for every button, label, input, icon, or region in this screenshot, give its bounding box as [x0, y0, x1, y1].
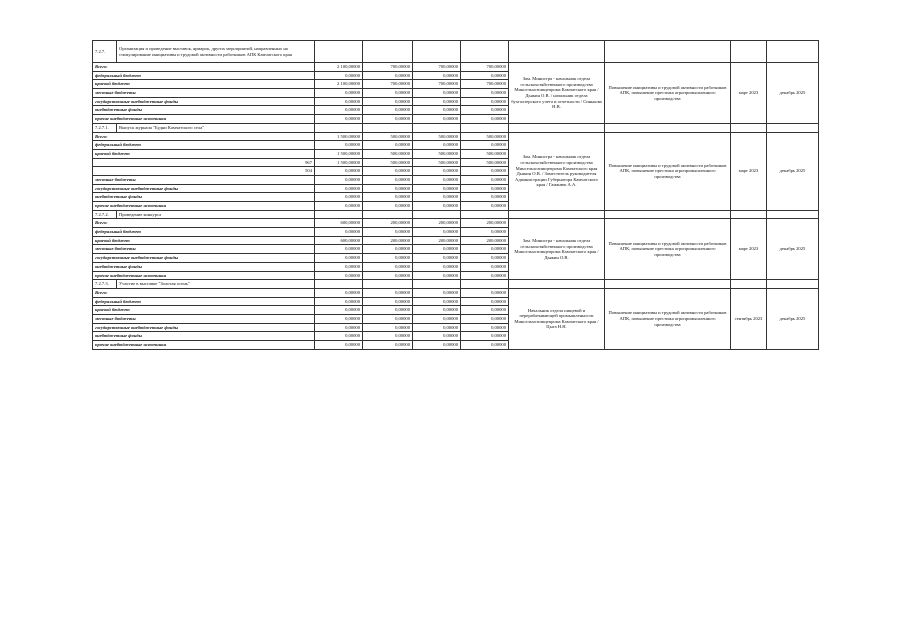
- amount-cell: 0,00000: [461, 341, 509, 350]
- amount-cell: 200,00000: [413, 236, 461, 245]
- funding-source-label: внебюджетные фонды: [93, 262, 315, 271]
- amount-cell: 0,00000: [461, 323, 509, 332]
- responsible-executor: Зам. Министра - начальник отдела сельскохозяйственного производства Минсельхозпищепрома Камчатского края / Дьякин О.В. / начальник отдела бухгалтерского учета и отчетности / Синькова Н.В.: [509, 63, 605, 124]
- funding-source-label: местные бюджеты: [93, 245, 315, 254]
- funding-source-label: Всего:: [93, 219, 315, 228]
- amount-cell: 700,00000: [461, 63, 509, 72]
- amount-cell: 0,00000: [315, 106, 363, 115]
- spacer-cell: [605, 210, 731, 219]
- amount-cell: 600,00000: [315, 236, 363, 245]
- amount-cell: 0,00000: [363, 193, 413, 202]
- amount-cell: 200,00000: [363, 236, 413, 245]
- empty-value-cell: [461, 41, 509, 63]
- amount-cell: 0,00000: [413, 141, 461, 150]
- amount-cell: 0,00000: [413, 332, 461, 341]
- empty-value-cell: [363, 123, 413, 132]
- amount-cell: 0,00000: [413, 106, 461, 115]
- spacer-cell: [605, 123, 731, 132]
- amount-cell: 0,00000: [413, 202, 461, 211]
- amount-cell: 0,00000: [461, 306, 509, 315]
- empty-value-cell: [363, 210, 413, 219]
- spacer-cell: [509, 210, 605, 219]
- amount-cell: 0,00000: [413, 262, 461, 271]
- amount-cell: 0,00000: [315, 306, 363, 315]
- budget-table: [92, 40, 819, 350]
- amount-cell: 0,00000: [413, 175, 461, 184]
- spacer-cell: [731, 41, 767, 63]
- funding-source-label: местные бюджеты: [93, 314, 315, 323]
- spacer-cell: [731, 210, 767, 219]
- amount-cell: 0,00000: [413, 314, 461, 323]
- amount-cell: 0,00000: [413, 97, 461, 106]
- amount-cell: 0,00000: [363, 97, 413, 106]
- amount-cell: 500,00000: [461, 149, 509, 158]
- amount-cell: 0,00000: [413, 228, 461, 237]
- amount-cell: 0,00000: [461, 141, 509, 150]
- amount-cell: 0,00000: [363, 141, 413, 150]
- responsible-executor: Зам. Министра - начальник отдела сельскохозяйственного производства Минсельхозпищепрома Камчатского края / Дьякин О.В.: [509, 219, 605, 280]
- amount-cell: 0,00000: [461, 202, 509, 211]
- section-header-row: [93, 210, 819, 219]
- amount-cell: 0,00000: [461, 71, 509, 80]
- empty-value-cell: [413, 280, 461, 289]
- amount-cell: 0,00000: [461, 106, 509, 115]
- funding-source-label: внебюджетные фонды: [93, 332, 315, 341]
- funding-source-label: государственные внебюджетные фонды: [93, 97, 315, 106]
- funding-source-label: федеральный бюджет: [93, 71, 315, 80]
- amount-cell: 0,00000: [413, 184, 461, 193]
- section-header-row: [93, 41, 819, 63]
- start-date: март 2023: [731, 132, 767, 210]
- amount-cell: 0,00000: [363, 175, 413, 184]
- end-date: декабрь 2025: [767, 219, 819, 280]
- amount-cell: 0,00000: [363, 202, 413, 211]
- amount-cell: 0,00000: [363, 167, 413, 176]
- funding-source-label: федеральный бюджет: [93, 141, 315, 150]
- amount-cell: 0,00000: [315, 271, 363, 280]
- amount-cell: 0,00000: [461, 332, 509, 341]
- amount-cell: 0,00000: [413, 167, 461, 176]
- end-date: декабрь 2025: [767, 63, 819, 124]
- amount-cell: 1 500,00000: [315, 158, 363, 167]
- section-title: Участие в выставке "Золотая осень": [117, 280, 315, 289]
- amount-cell: 0,00000: [315, 202, 363, 211]
- funding-source-label: прочие внебюджетные источники: [93, 115, 315, 124]
- amount-cell: 700,00000: [413, 80, 461, 89]
- amount-cell: 0,00000: [413, 193, 461, 202]
- funding-source-label: Всего:: [93, 132, 315, 141]
- table-row: [93, 132, 819, 141]
- amount-cell: 700,00000: [363, 63, 413, 72]
- section-code: 7.2.7.: [93, 41, 117, 63]
- table-row: [93, 288, 819, 297]
- amount-cell: 0,00000: [315, 341, 363, 350]
- funding-source-label: прочие внебюджетные источники: [93, 202, 315, 211]
- start-date: март 2023: [731, 219, 767, 280]
- amount-cell: 0,00000: [413, 306, 461, 315]
- amount-cell: 2 100,00000: [315, 63, 363, 72]
- subcode-cell: 504: [93, 167, 315, 176]
- amount-cell: 0,00000: [315, 71, 363, 80]
- amount-cell: 1 500,00000: [315, 132, 363, 141]
- amount-cell: 0,00000: [315, 167, 363, 176]
- amount-cell: 0,00000: [315, 141, 363, 150]
- amount-cell: 0,00000: [363, 184, 413, 193]
- spacer-cell: [605, 280, 731, 289]
- funding-source-label: государственные внебюджетные фонды: [93, 254, 315, 263]
- amount-cell: 0,00000: [461, 97, 509, 106]
- funding-source-label: федеральный бюджет: [93, 297, 315, 306]
- amount-cell: 0,00000: [315, 254, 363, 263]
- funding-source-label: прочие внебюджетные источники: [93, 341, 315, 350]
- amount-cell: 500,00000: [413, 158, 461, 167]
- amount-cell: 0,00000: [315, 97, 363, 106]
- amount-cell: 0,00000: [315, 245, 363, 254]
- amount-cell: 0,00000: [461, 89, 509, 98]
- empty-value-cell: [315, 41, 363, 63]
- section-header-row: [93, 280, 819, 289]
- amount-cell: 0,00000: [461, 184, 509, 193]
- table-row: [93, 63, 819, 72]
- amount-cell: 0,00000: [363, 71, 413, 80]
- funding-source-label: государственные внебюджетные фонды: [93, 323, 315, 332]
- amount-cell: 200,00000: [461, 219, 509, 228]
- funding-source-label: местные бюджеты: [93, 175, 315, 184]
- amount-cell: 0,00000: [363, 341, 413, 350]
- spacer-cell: [767, 123, 819, 132]
- amount-cell: 500,00000: [461, 132, 509, 141]
- amount-cell: 0,00000: [413, 245, 461, 254]
- amount-cell: 0,00000: [315, 184, 363, 193]
- amount-cell: 0,00000: [363, 89, 413, 98]
- amount-cell: 500,00000: [413, 149, 461, 158]
- amount-cell: 0,00000: [461, 262, 509, 271]
- spacer-cell: [767, 41, 819, 63]
- section-title: Выпуск журнала "Будни Камчатского села": [117, 123, 315, 132]
- amount-cell: 0,00000: [461, 228, 509, 237]
- section-code: 7.2.7.1.: [93, 123, 117, 132]
- section-code: 7.2.7.3.: [93, 280, 117, 289]
- funding-source-label: федеральный бюджет: [93, 228, 315, 237]
- section-header-row: [93, 123, 819, 132]
- spacer-cell: [605, 41, 731, 63]
- amount-cell: 0,00000: [461, 245, 509, 254]
- amount-cell: 0,00000: [413, 341, 461, 350]
- funding-source-label: краевой бюджет: [93, 149, 315, 158]
- table-row: [93, 219, 819, 228]
- spacer-cell: [767, 210, 819, 219]
- spacer-cell: [767, 280, 819, 289]
- spacer-cell: [731, 123, 767, 132]
- empty-value-cell: [413, 210, 461, 219]
- expected-result: Повышение инициативы и трудовой активности работников АПК, повышение престижа агропромышленного производства: [605, 288, 731, 349]
- amount-cell: 0,00000: [315, 193, 363, 202]
- section-title: Проведение конкурса: [117, 210, 315, 219]
- empty-value-cell: [315, 210, 363, 219]
- empty-value-cell: [315, 123, 363, 132]
- amount-cell: 0,00000: [363, 297, 413, 306]
- amount-cell: 0,00000: [413, 89, 461, 98]
- amount-cell: 0,00000: [461, 193, 509, 202]
- empty-value-cell: [461, 210, 509, 219]
- amount-cell: 2 100,00000: [315, 80, 363, 89]
- amount-cell: 0,00000: [315, 332, 363, 341]
- amount-cell: 0,00000: [413, 71, 461, 80]
- empty-value-cell: [413, 123, 461, 132]
- amount-cell: 0,00000: [413, 297, 461, 306]
- amount-cell: 0,00000: [413, 288, 461, 297]
- amount-cell: 0,00000: [461, 271, 509, 280]
- amount-cell: 0,00000: [315, 175, 363, 184]
- expected-result: Повышение инициативы и трудовой активности работников АПК, повышение престижа агропромышленного производства: [605, 219, 731, 280]
- amount-cell: 0,00000: [363, 323, 413, 332]
- amount-cell: 500,00000: [363, 132, 413, 141]
- funding-source-label: Всего:: [93, 288, 315, 297]
- amount-cell: 500,00000: [413, 132, 461, 141]
- responsible-executor: Зам. Министра - начальник отдела сельскохозяйственного производства Минсельхозпищепрома Камчатского края Дьякин О.В. / Заместитель руководителя Администрации Губернатора Камчатского края / Гаманюк А.А.: [509, 132, 605, 210]
- amount-cell: 0,00000: [363, 115, 413, 124]
- spacer-cell: [731, 280, 767, 289]
- amount-cell: 0,00000: [315, 314, 363, 323]
- amount-cell: 700,00000: [363, 80, 413, 89]
- amount-cell: 0,00000: [363, 254, 413, 263]
- amount-cell: 0,00000: [413, 254, 461, 263]
- start-date: сентябрь 2023: [731, 288, 767, 349]
- amount-cell: 0,00000: [363, 306, 413, 315]
- empty-value-cell: [363, 280, 413, 289]
- empty-value-cell: [461, 123, 509, 132]
- funding-source-label: краевой бюджет: [93, 306, 315, 315]
- end-date: декабрь 2025: [767, 288, 819, 349]
- amount-cell: 0,00000: [363, 228, 413, 237]
- amount-cell: 0,00000: [461, 167, 509, 176]
- amount-cell: 0,00000: [315, 288, 363, 297]
- budget-table-sheet: [92, 40, 818, 350]
- section-title: Организация и проведение выставок, ярмарок, других мероприятий, направленных на стимулирование инициативы и трудовой активности работников АПК Камчатского края: [117, 41, 315, 63]
- amount-cell: 0,00000: [461, 297, 509, 306]
- amount-cell: 0,00000: [315, 262, 363, 271]
- amount-cell: 0,00000: [363, 314, 413, 323]
- empty-value-cell: [461, 280, 509, 289]
- amount-cell: 0,00000: [315, 115, 363, 124]
- amount-cell: 500,00000: [363, 158, 413, 167]
- amount-cell: 0,00000: [363, 262, 413, 271]
- amount-cell: 700,00000: [413, 63, 461, 72]
- amount-cell: 1 500,00000: [315, 149, 363, 158]
- amount-cell: 0,00000: [461, 115, 509, 124]
- section-code: 7.2.7.2.: [93, 210, 117, 219]
- amount-cell: 0,00000: [315, 297, 363, 306]
- amount-cell: 0,00000: [363, 332, 413, 341]
- amount-cell: 200,00000: [363, 219, 413, 228]
- amount-cell: 0,00000: [461, 175, 509, 184]
- subcode-cell: 967: [93, 158, 315, 167]
- amount-cell: 0,00000: [363, 288, 413, 297]
- amount-cell: 500,00000: [363, 149, 413, 158]
- amount-cell: 0,00000: [413, 323, 461, 332]
- amount-cell: 0,00000: [461, 314, 509, 323]
- funding-source-label: краевой бюджет: [93, 80, 315, 89]
- empty-value-cell: [413, 41, 461, 63]
- amount-cell: 0,00000: [461, 254, 509, 263]
- expected-result: Повышение инициативы и трудовой активности работников АПК, повышение престижа агропромышленного производства: [605, 132, 731, 210]
- amount-cell: 0,00000: [363, 106, 413, 115]
- funding-source-label: внебюджетные фонды: [93, 193, 315, 202]
- responsible-executor: Начальник отдела пищевой и перерабатывающей промышленности Минсельхозпищепрома Камчатского края / Цыга Н.Н.: [509, 288, 605, 349]
- amount-cell: 0,00000: [315, 89, 363, 98]
- amount-cell: 0,00000: [363, 271, 413, 280]
- expected-result: Повышение инициативы и трудовой активности работников АПК, повышение престижа агропромышленного производства: [605, 63, 731, 124]
- amount-cell: 200,00000: [461, 236, 509, 245]
- amount-cell: 0,00000: [413, 115, 461, 124]
- funding-source-label: краевой бюджет: [93, 236, 315, 245]
- empty-value-cell: [315, 280, 363, 289]
- amount-cell: 0,00000: [413, 271, 461, 280]
- funding-source-label: местные бюджеты: [93, 89, 315, 98]
- amount-cell: 0,00000: [461, 288, 509, 297]
- spacer-cell: [509, 280, 605, 289]
- amount-cell: 0,00000: [315, 228, 363, 237]
- start-date: март 2023: [731, 63, 767, 124]
- amount-cell: 200,00000: [413, 219, 461, 228]
- empty-value-cell: [363, 41, 413, 63]
- amount-cell: 500,00000: [461, 158, 509, 167]
- funding-source-label: прочие внебюджетные источники: [93, 271, 315, 280]
- end-date: декабрь 2025: [767, 132, 819, 210]
- spacer-cell: [509, 41, 605, 63]
- amount-cell: 600,00000: [315, 219, 363, 228]
- amount-cell: 700,00000: [461, 80, 509, 89]
- funding-source-label: Всего:: [93, 63, 315, 72]
- funding-source-label: государственные внебюджетные фонды: [93, 184, 315, 193]
- spacer-cell: [509, 123, 605, 132]
- amount-cell: 0,00000: [315, 323, 363, 332]
- funding-source-label: внебюджетные фонды: [93, 106, 315, 115]
- amount-cell: 0,00000: [363, 245, 413, 254]
